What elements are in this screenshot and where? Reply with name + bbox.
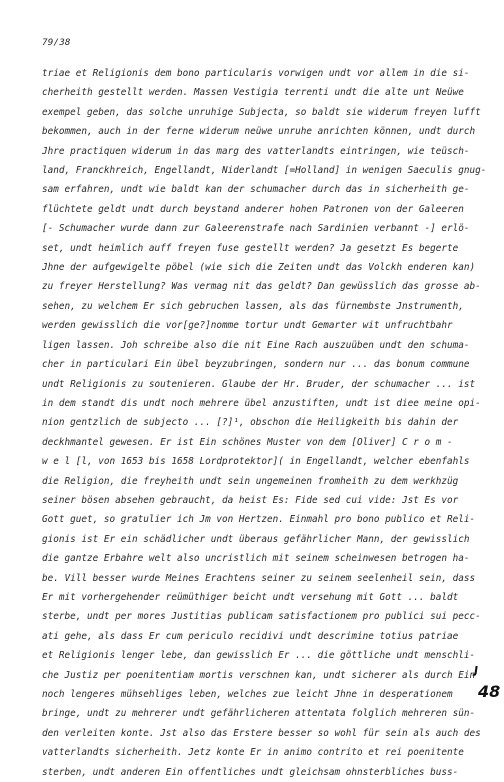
text-line: cher in particulari Ein übel beyzubringen, sondern nur ... das bonum commune — [42, 359, 470, 371]
text-line: ligen lassen. Joh schreibe also die nit Eine Rach auszuüben undt den schuma- — [42, 339, 470, 351]
text-line: bekommen, auch in der ferne widerum neüwe unruhe anrichten können, undt durch — [42, 126, 476, 138]
text-line: Er mit vorhergehender reümüthiger beicht undt versehung mit Gott ... baldt — [42, 591, 459, 603]
folio-mark: J — [473, 663, 479, 678]
page-number: 79/38 — [42, 37, 71, 48]
text-line: deckhmantel gewesen. Er ist Ein schönes Muster von dem [Oliver] C r o m - — [42, 436, 453, 448]
text-line: sterben, undt anderen Ein offentliches undt gleichsam ohnsterbliches buss- — [42, 766, 459, 778]
body-text — [42, 64, 487, 782]
text-line: die Religion, die freyheith undt sein ungemeinen fromheith zu dem werkhzüg — [42, 475, 459, 487]
text-line: exempel geben, das solche unruhige Subjecta, so baldt sie widerum freyen lufft — [42, 106, 481, 118]
text-line: sam erfahren, undt wie baldt kan der schumacher durch das in sicherheith ge- — [42, 184, 470, 196]
text-line: vatterlandts sicherheith. Jetz konte Er in animo contrito et rei poenitente — [42, 747, 464, 759]
text-line: ati gehe, als dass Er cum periculo recidivi undt descrimine totius patriae — [42, 630, 459, 642]
text-line: che Justiz per poenitentiam mortis verschnen kan, undt sicherer als durch Ein — [42, 669, 476, 681]
text-line: sterbe, undt per mores Justitias publicam satisfactionem pro publici sui pecc- — [42, 611, 481, 623]
text-line: noch lengeres mühsehliges leben, welches zue leicht Jhne in desperationem — [42, 689, 453, 700]
text-line: triae et Religionis dem bono particularis vorwigen undt vor allem in die si- — [42, 68, 470, 79]
text-line: land, Franckhreich, Engellandt, Niderlandt [=Holland] in wenigen Saeculis gnug- — [42, 165, 487, 177]
text-line: sehen, zu welchem Er sich gebruchen lassen, als das fürnembste Jnstrumenth, — [42, 300, 464, 312]
text-line: cherheith gestellt werden. Massen Vestigia terrenti undt die alte unt Neüwe — [42, 87, 464, 99]
text-line: die gantze Erbahre welt also uncristlich mit seinem scheinwesen betrogen ha- — [42, 553, 470, 565]
text-line: [- Schumacher wurde dann zur Galeerenstrafe nach Sardinien verbannt -] erlö- — [42, 223, 470, 235]
text-line: undt Religionis zu soutenieren. Glaube der Hr. Bruder, der schumacher ... ist — [42, 378, 476, 390]
text-line: et Religionis lenger lebe, dan gewisslich Er ... die göttliche undt menschli- — [42, 650, 476, 662]
text-line: werden gewisslich die vor[ge?]nomme tortur undt Gemarter wit unfruchtbahr — [42, 320, 453, 332]
text-line: flüchtete geldt undt durch beystand anderer hohen Patronen von der Galeeren — [42, 203, 464, 215]
text-line: gionis ist Er ein schädlicher undt überaus gefährlicher Mann, der gewisslich — [42, 533, 470, 545]
folio-number: 48 — [478, 682, 501, 701]
text-line: Jhre practiquen widerum in das marg des vatterlandts eintringen, wie teüsch- — [42, 145, 470, 157]
text-line: w e l [l, von 1653 bis 1658 Lordprotektor]( in Engellandt, welcher ebenfahls — [42, 456, 470, 468]
text-line: Jhne der aufgewigelte pöbel (wie sich die Zeiten undt das Volckh enderen kan) — [42, 262, 476, 274]
text-line: in dem standt dis undt noch mehrere übel anzustiften, undt ist diee meine opi- — [42, 397, 481, 409]
text-line: den verleiten konte. Jst also das Erstere besser so wohl für sein als auch des — [42, 727, 481, 739]
text-line: bringe, undt zu mehrerer undt gefährlicheren attentata folglich mehreren sün- — [42, 708, 476, 720]
text-line: be. Vill besser wurde Meines Erachtens seiner zu seinem seelenheil sein, dass — [42, 572, 476, 584]
text-line: seiner bösen absehen gebraucht, da heist Es: Fide sed cui vide: Jst Es vor — [42, 494, 459, 506]
text-line: nion gentzlich de subjecto ... [?]¹, obschon die Heiligkeith bis dahin der — [42, 417, 459, 429]
text-line: zu freyer Herstellung? Was vermag nit das geldt? Dan gewüsslich das grosse ab- — [42, 281, 481, 293]
text-line: Gott guet, so gratulier ich Jm von Hertzen. Einmahl pro bono publico et Reli- — [42, 514, 476, 526]
text-line: set, undt heimlich auff freyen fuse gestellt werden? Ja gesetzt Es begerte — [42, 242, 459, 254]
